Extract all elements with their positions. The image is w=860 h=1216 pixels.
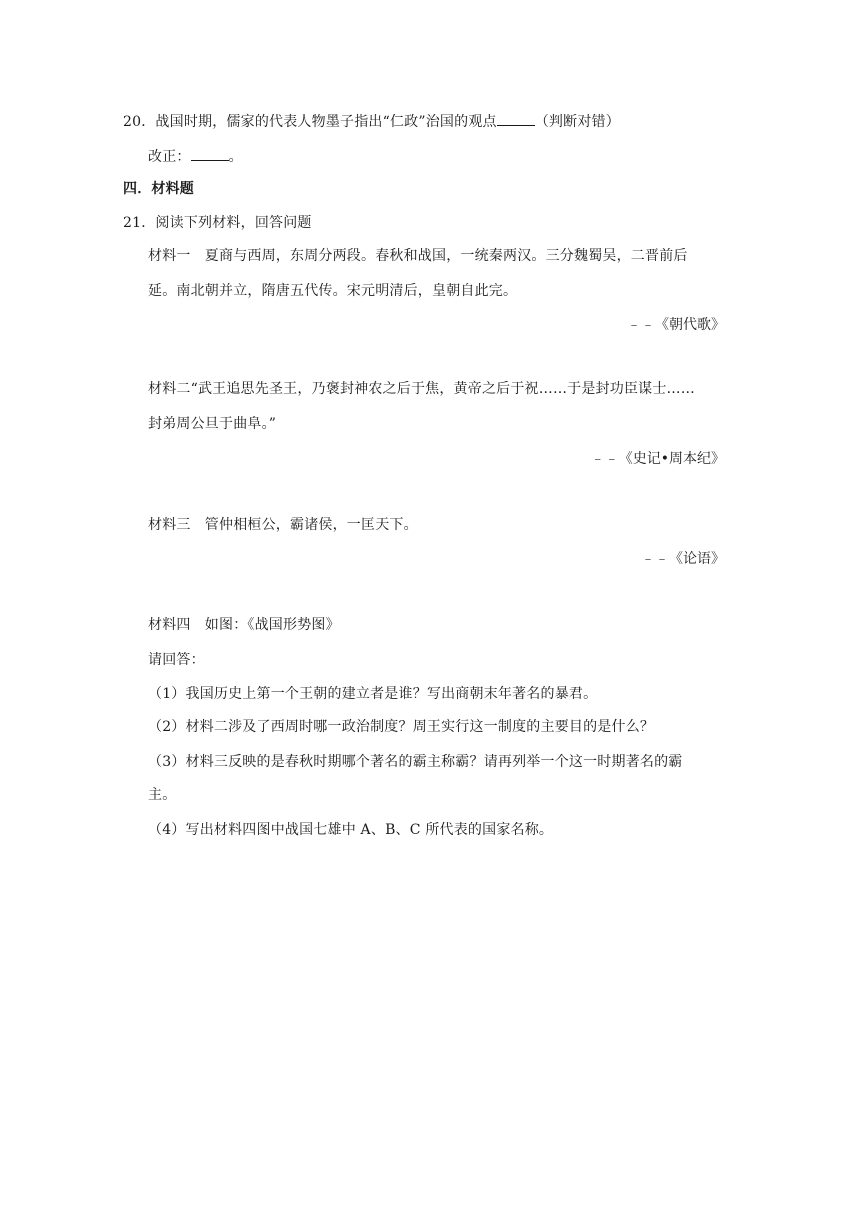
sub-question-3-line-2: 主。 bbox=[148, 787, 177, 803]
correction-label: 改正： bbox=[148, 149, 191, 165]
material-2-source: ﹣﹣《史记•周本纪》 bbox=[590, 451, 725, 467]
material-3-line-1: 材料三 管仲相桓公，霸诸侯，一匡天下。 bbox=[148, 517, 418, 533]
correction-end: 。 bbox=[228, 149, 243, 165]
question-20-correction bbox=[148, 146, 243, 167]
material-4-line-1: 材料四 如图：《战国形势图》 bbox=[148, 617, 340, 633]
correction-blank[interactable] bbox=[191, 146, 229, 161]
sub-question-4: （4）写出材料四图中战国七雄中 A、B、C 所代表的国家名称。 bbox=[148, 822, 554, 838]
material-1-source: ﹣﹣《朝代歌》 bbox=[627, 317, 725, 333]
sub-question-3-line-1: （3）材料三反映的是春秋时期哪个著名的霸主称霸？请再列举一个这一时期著名的霸 bbox=[148, 754, 683, 770]
sub-question-1: （1）我国历史上第一个王朝的建立者是谁？写出商朝末年著名的暴君。 bbox=[148, 686, 598, 702]
material-1-line-2: 延。南北朝并立，隋唐五代传。宋元明清后，皇朝自此完。 bbox=[148, 283, 518, 299]
answer-blank[interactable] bbox=[497, 111, 535, 126]
material-3-source: ﹣﹣《论语》 bbox=[641, 551, 725, 567]
prompt-ask: 请回答： bbox=[148, 652, 205, 668]
section-heading: 四．材料题 bbox=[123, 181, 194, 197]
sub-question-2: （2）材料二涉及了西周时哪一政治制度？周王实行这一制度的主要目的是什么？ bbox=[148, 719, 655, 735]
question-20 bbox=[123, 111, 620, 132]
question-20-suffix: （判断对错） bbox=[534, 114, 620, 130]
material-2-line-1: 材料二“武王追思先圣王，乃褒封神农之后于焦，黄帝之后于祝……于是封功臣谋士…… bbox=[148, 381, 695, 397]
material-1-line-1: 材料一 夏商与西周，东周分两段。春秋和战国，一统秦两汉。三分魏蜀吴，二晋前后 bbox=[148, 248, 688, 264]
question-21-stem: 21．阅读下列材料，回答问题 bbox=[123, 215, 312, 231]
material-2-line-2: 封弟周公旦于曲阜。” bbox=[148, 416, 277, 432]
question-20-text: 20．战国时期，儒家的代表人物墨子指出“仁政”治国的观点 bbox=[123, 114, 497, 130]
